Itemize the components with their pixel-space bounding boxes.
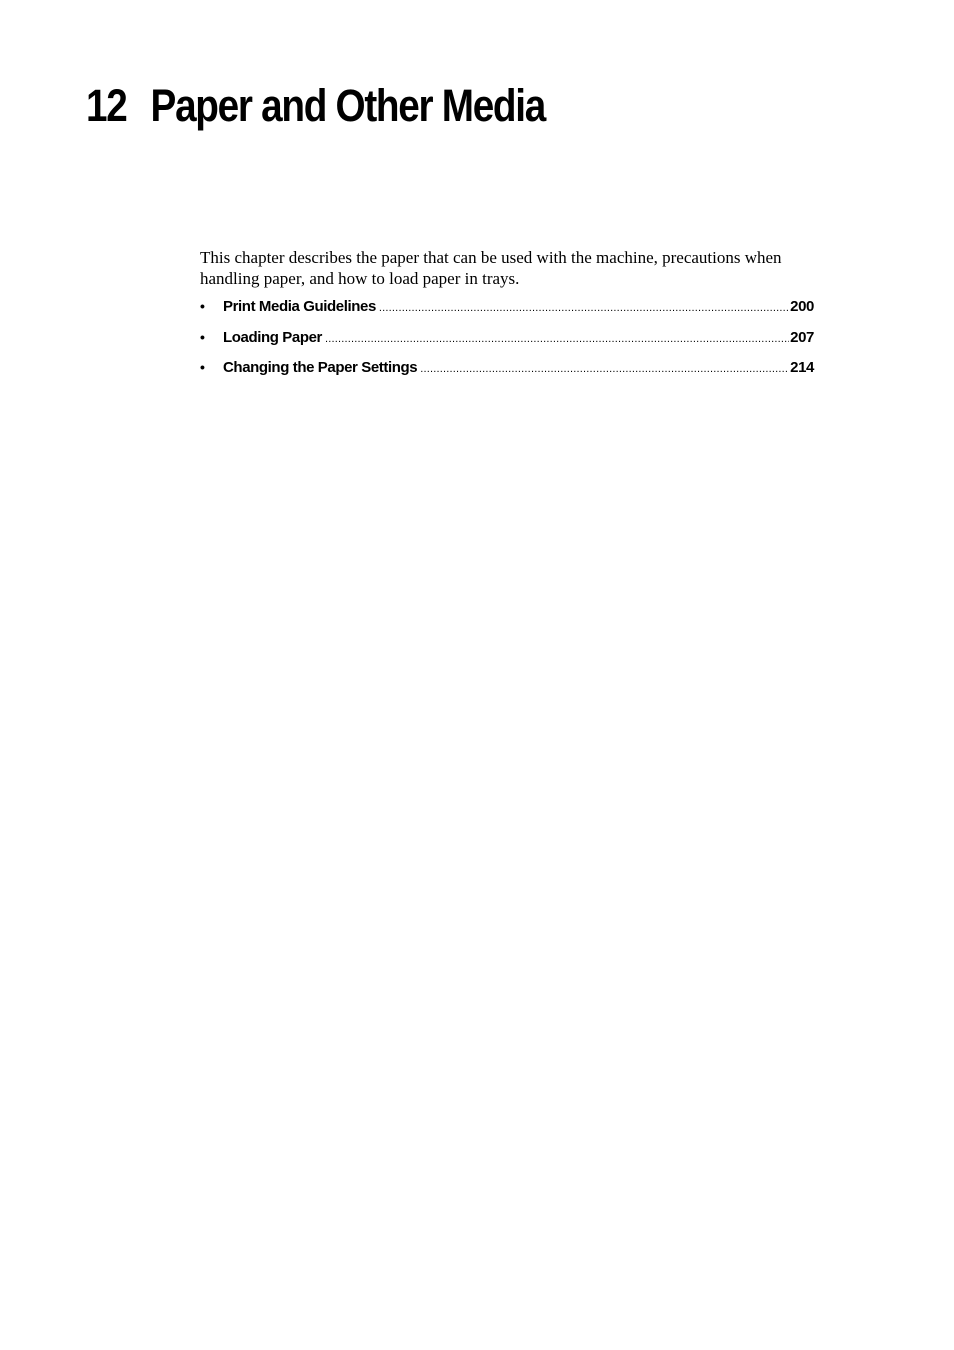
- toc-label: Loading Paper: [223, 328, 322, 346]
- chapter-toc: [200, 295, 814, 387]
- toc-link-changing-the-paper-settings[interactable]: [223, 357, 814, 380]
- toc-page-number: 207: [790, 328, 814, 346]
- toc-label: Changing the Paper Settings: [223, 359, 418, 376]
- toc-leader-dots: [325, 328, 789, 350]
- toc-leader-dots: [379, 297, 789, 319]
- bullet-icon: •: [200, 328, 205, 345]
- chapter-title: [86, 78, 545, 134]
- chapter-number: 12: [86, 80, 127, 131]
- toc-item-loading-paper: [200, 326, 814, 357]
- bullet-icon: •: [200, 298, 205, 314]
- toc-item-changing-the-paper-settings: [200, 356, 814, 387]
- toc-label: Print Media Guidelines: [223, 298, 376, 315]
- toc-page-number: 214: [790, 359, 814, 376]
- toc-page-number: 200: [790, 298, 814, 315]
- toc-link-print-media-guidelines[interactable]: [223, 296, 814, 319]
- chapter-intro: This chapter describes the paper that can be used with the machine, precautions when handling paper, and how to load paper in trays.: [200, 248, 782, 288]
- toc-leader-dots: [420, 358, 789, 380]
- chapter-title-text: Paper and Other Media: [150, 80, 545, 131]
- toc-link-loading-paper[interactable]: [223, 327, 814, 350]
- toc-item-print-media-guidelines: [200, 295, 814, 326]
- bullet-icon: •: [200, 359, 205, 375]
